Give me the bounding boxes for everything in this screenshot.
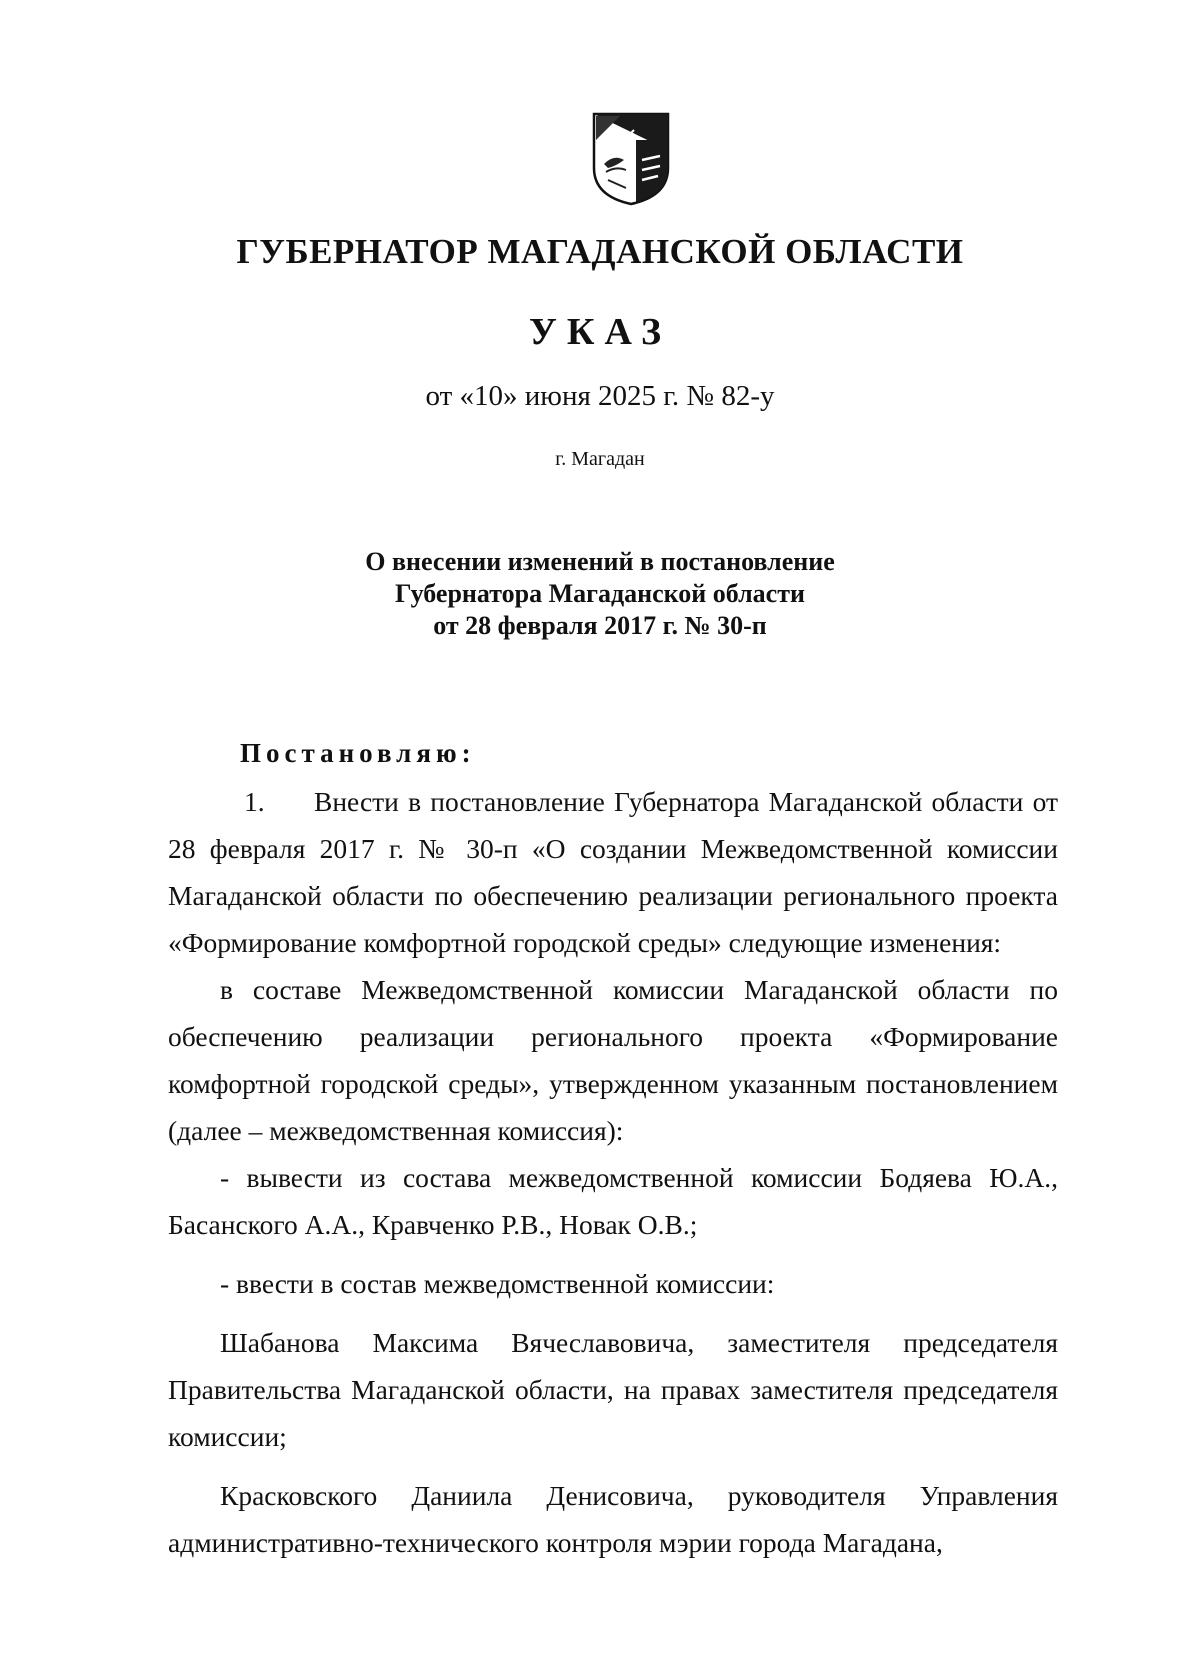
subject-line: Губернатора Магаданской области <box>395 579 805 608</box>
document-body <box>168 778 1058 1566</box>
document-date-number: от «10» июня 2025 г. № 82-у <box>425 380 775 412</box>
document-city: г. Магадан <box>555 448 645 470</box>
paragraph: Красковского Даниила Денисовича, руководителя Управления административно-технического контроля мэрии города Магадана, <box>168 1480 1058 1558</box>
document-type: УКАЗ <box>529 311 671 353</box>
subject-line: О внесении изменений в постановление <box>365 547 835 576</box>
item-text: Внести в постановление Губернатора Магаданской области от 28 февраля 2017 г. № 30-п «О создании Межведомственной комиссии Магаданской области по обеспечению реализации регионального проекта «Формирование комфортной городской среды» следующие изменения: <box>168 786 1058 958</box>
magadan-coat-of-arms-icon <box>590 110 672 206</box>
paragraph: - вывести из состава межведомственной комиссии Бодяева Ю.А., Басанского А.А., Кравченко Р.В., Новак О.В.; <box>168 1162 1058 1240</box>
paragraph: - ввести в состав межведомственной комиссии: <box>220 1268 775 1299</box>
decree-word: Постановляю: <box>240 738 476 768</box>
item-number: 1. <box>244 786 265 817</box>
document-subject <box>0 546 1200 642</box>
subject-line: от 28 февраля 2017 г. № 30-п <box>433 611 767 640</box>
paragraph-item-1 <box>168 778 1058 966</box>
org-title: ГУБЕРНАТОР МАГАДАНСКОЙ ОБЛАСТИ <box>236 232 964 271</box>
paragraph: Шабанова Максима Вячеславовича, заместителя председателя Правительства Магаданской области, на правах заместителя председателя комиссии; <box>168 1327 1058 1452</box>
paragraph: в составе Межведомственной комиссии Магаданской области по обеспечению реализации регионального проекта «Формирование комфортной городской среды», утвержденном указанным постановлением (далее – межведомственная комиссия): <box>168 974 1058 1146</box>
